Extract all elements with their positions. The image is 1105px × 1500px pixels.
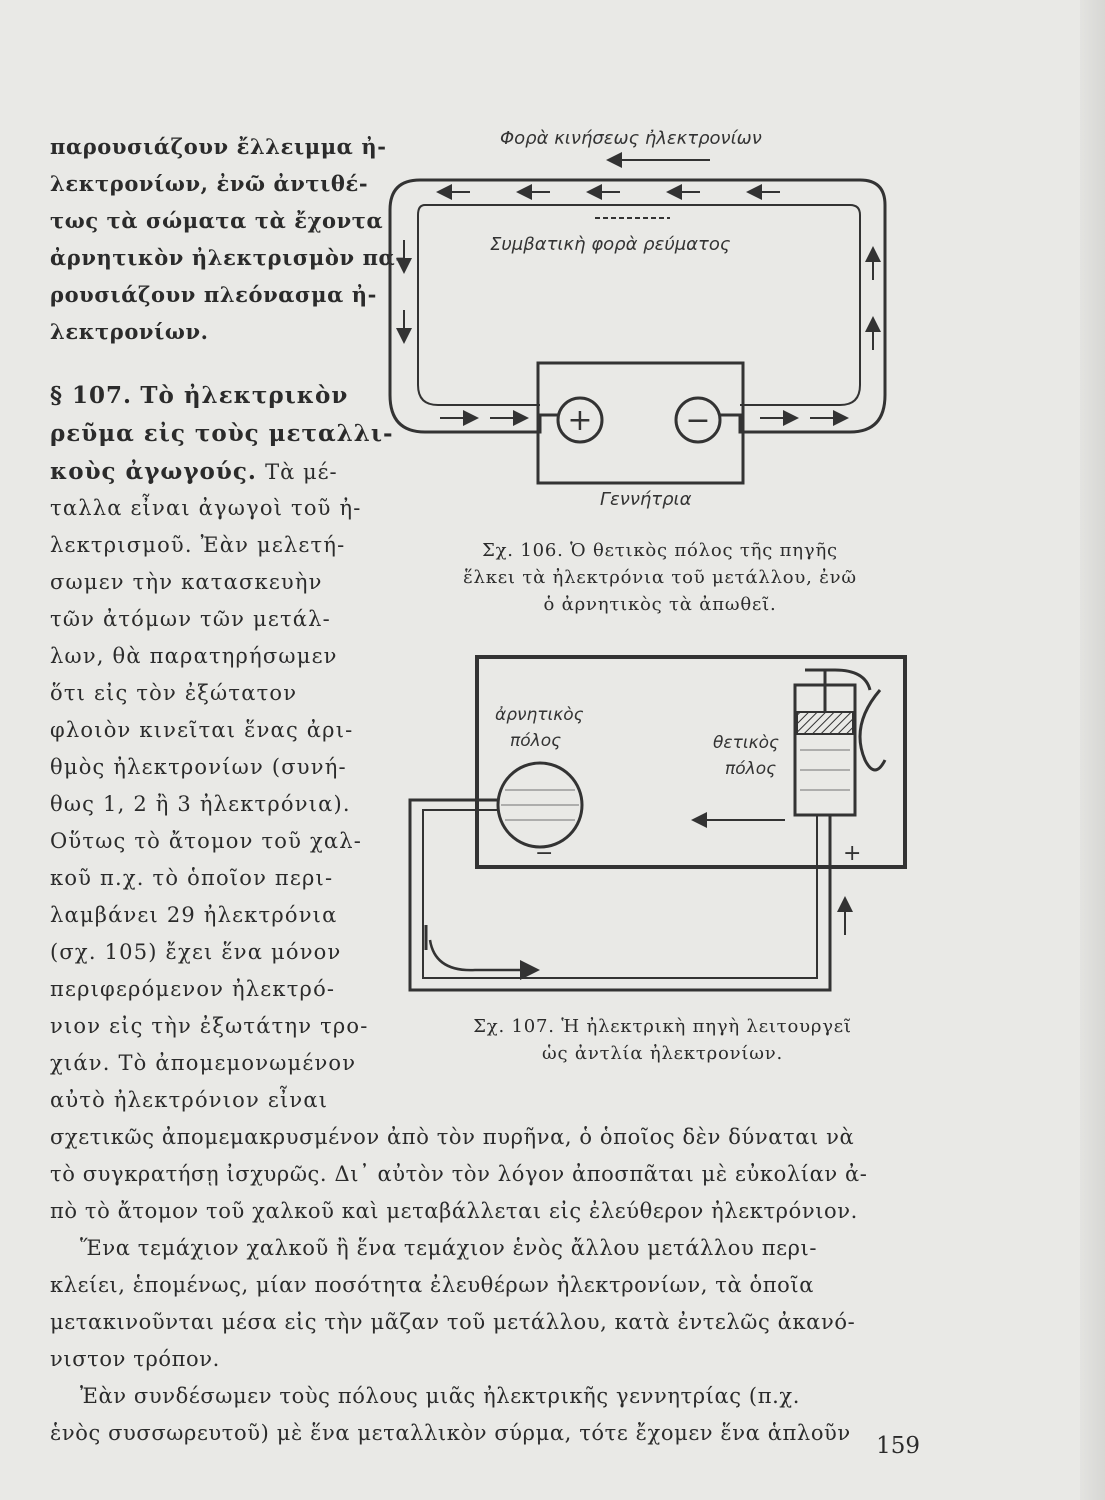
pipe-outer: [410, 800, 830, 990]
generator-label: Γεννήτρια: [600, 489, 692, 510]
text-line: ἑνὸς συσσωρευτοῦ) μὲ ἕνα μεταλλικὸν σύρμα, τότε ἔχομεν ἕνα ἁπλοῦν: [50, 1421, 851, 1445]
negative-symbol: −: [535, 841, 554, 866]
text-line: σχετικῶς ἀπομεμακρυσμένον ἀπὸ τὸν πυρῆνα, ὁ ὁποῖος δὲν δύναται νὰ: [50, 1125, 855, 1149]
section-heading-line: [50, 458, 338, 485]
caption-line: Σχ. 106. Ὁ θετικὸς πόλος τῆς πηγῆς: [482, 540, 838, 561]
positive-symbol: +: [843, 841, 862, 866]
negative-symbol: −: [685, 403, 711, 438]
negative-pole-label: ἀρνητικὸς: [495, 705, 584, 725]
positive-pole-label: πόλος: [725, 759, 777, 779]
text-line: περιφερόμενον ἠλεκτρό-: [50, 977, 336, 1001]
negative-pole-label: πόλος: [510, 731, 562, 751]
text-line: χιάν. Τὸ ἀπομεμονωμένον: [50, 1051, 357, 1075]
text-line: Οὕτως τὸ ἄτομον τοῦ χαλ-: [50, 829, 363, 853]
pump-lever: [860, 690, 885, 770]
text-line: μετακινοῦνται μέσα εἰς τὴν μᾶζαν τοῦ μετάλλου, κατὰ ἐντελῶς ἀκανό-: [50, 1310, 856, 1334]
text-line: λαμβάνει 29 ἠλεκτρόνια: [50, 903, 338, 927]
figure-107-diagram: [395, 650, 915, 1010]
text-line: ἀρνητικὸν ἠλεκτρισμὸν πα-: [50, 245, 405, 270]
pipe-inner: [423, 810, 817, 978]
text-line: πὸ τὸ ἄτομον τοῦ χαλκοῦ καὶ μεταβάλλεται εἰς ἐλεύθερον ἠλεκτρόνιον.: [50, 1199, 858, 1223]
section-title: Τὸ ἠλεκτρικὸν: [140, 382, 349, 409]
text-line: (σχ. 105) ἔχει ἕνα μόνον: [50, 940, 342, 964]
text-line: λων, θὰ παρατηρήσωμεν: [50, 644, 338, 668]
section-title: ρεῦμα εἰς τοὺς μεταλλι-: [50, 420, 394, 447]
text-line: λεκτρονίων, ἐνῶ ἀντιθέ-: [50, 171, 369, 196]
positive-symbol: +: [567, 403, 593, 438]
page-number: 159: [876, 1433, 920, 1459]
text-line: νιστον τρόπον.: [50, 1347, 220, 1371]
text-line: φλοιὸν κινεῖται ἕνας ἀρι-: [50, 718, 354, 742]
figure-106-caption: [440, 540, 880, 615]
caption-line: ὁ ἀρνητικὸς τὰ ἀπωθεῖ.: [543, 594, 777, 615]
text-line: αὐτὸ ἠλεκτρόνιον εἶναι: [50, 1088, 329, 1112]
section-heading: [50, 382, 348, 409]
section-title: κοὺς ἀγωγούς.: [50, 458, 257, 485]
text-line: τως τὰ σώματα τὰ ἔχοντα: [50, 208, 384, 233]
wire-outer: [390, 180, 560, 432]
text-line: θμὸς ἠλεκτρονίων (συνή-: [50, 755, 347, 779]
text-line: παρουσιάζουν ἔλλειμμα ἠ-: [50, 134, 387, 159]
text-line: λεκτρισμοῦ. Ἐὰν μελετή-: [50, 533, 346, 557]
text-line: νιον εἰς τὴν ἐξωτάτην τρο-: [50, 1014, 369, 1038]
text-line: κοῦ π.χ. τὸ ὁποῖον περι-: [50, 866, 334, 890]
text-line: ταλλα εἶναι ἀγωγοὶ τοῦ ἠ-: [50, 496, 362, 520]
text-line: λεκτρονίων.: [50, 319, 209, 344]
caption-line: Σχ. 107. Ἡ ἠλεκτρικὴ πηγὴ λειτουργεῖ: [473, 1016, 852, 1037]
section-number: § 107.: [50, 382, 133, 409]
text-line: ρουσιάζουν πλεόνασμα ἠ-: [50, 282, 377, 307]
text-span: Τὰ μέ-: [265, 460, 338, 484]
page-edge-shadow: [1080, 0, 1105, 1500]
electron-flow-label: Φορὰ κινήσεως ἠλεκτρονίων: [500, 128, 762, 149]
text-line: σωμεν τὴν κατασκευὴν: [50, 570, 323, 594]
flow-arrow: [430, 940, 535, 970]
conventional-current-label: Συμβατικὴ φορὰ ρεύματος: [490, 234, 731, 255]
text-line: Ἐὰν συνδέσωμεν τοὺς πόλους μιᾶς ἠλεκτρικῆς γεννητρίας (π.χ.: [80, 1384, 800, 1408]
figure-107-caption: [440, 1016, 885, 1064]
section-heading-line: [50, 420, 394, 447]
caption-line: ὡς ἀντλία ἠλεκτρονίων.: [542, 1043, 783, 1064]
text-line: ὅτι εἰς τὸν ἐξώτατον: [50, 681, 298, 705]
text-line: θως 1, 2 ἢ 3 ἠλεκτρόνια).: [50, 792, 351, 816]
text-line: Ἕνα τεμάχιον χαλκοῦ ἢ ἕνα τεμάχιον ἑνὸς ἄλλου μετάλλου περι-: [80, 1236, 818, 1260]
text-line: τῶν ἀτόμων τῶν μετάλ-: [50, 607, 331, 631]
pump-handle: [805, 670, 870, 690]
figure-106-diagram: [380, 120, 900, 520]
positive-pole-label: θετικὸς: [713, 733, 779, 753]
pump-piston: [797, 712, 853, 734]
text-line: κλείει, ἑπομένως, μίαν ποσότητα ἐλευθέρων ἠλεκτρονίων, τὰ ὁποῖα: [50, 1273, 815, 1297]
caption-line: ἕλκει τὰ ἠλεκτρόνια τοῦ μετάλλου, ἐνῶ: [463, 567, 857, 588]
text-line: τὸ συγκρατήσῃ ἰσχυρῶς. Δι᾽ αὐτὸν τὸν λόγον ἀποσπᾶται μὲ εὐκολίαν ἀ-: [50, 1162, 868, 1186]
